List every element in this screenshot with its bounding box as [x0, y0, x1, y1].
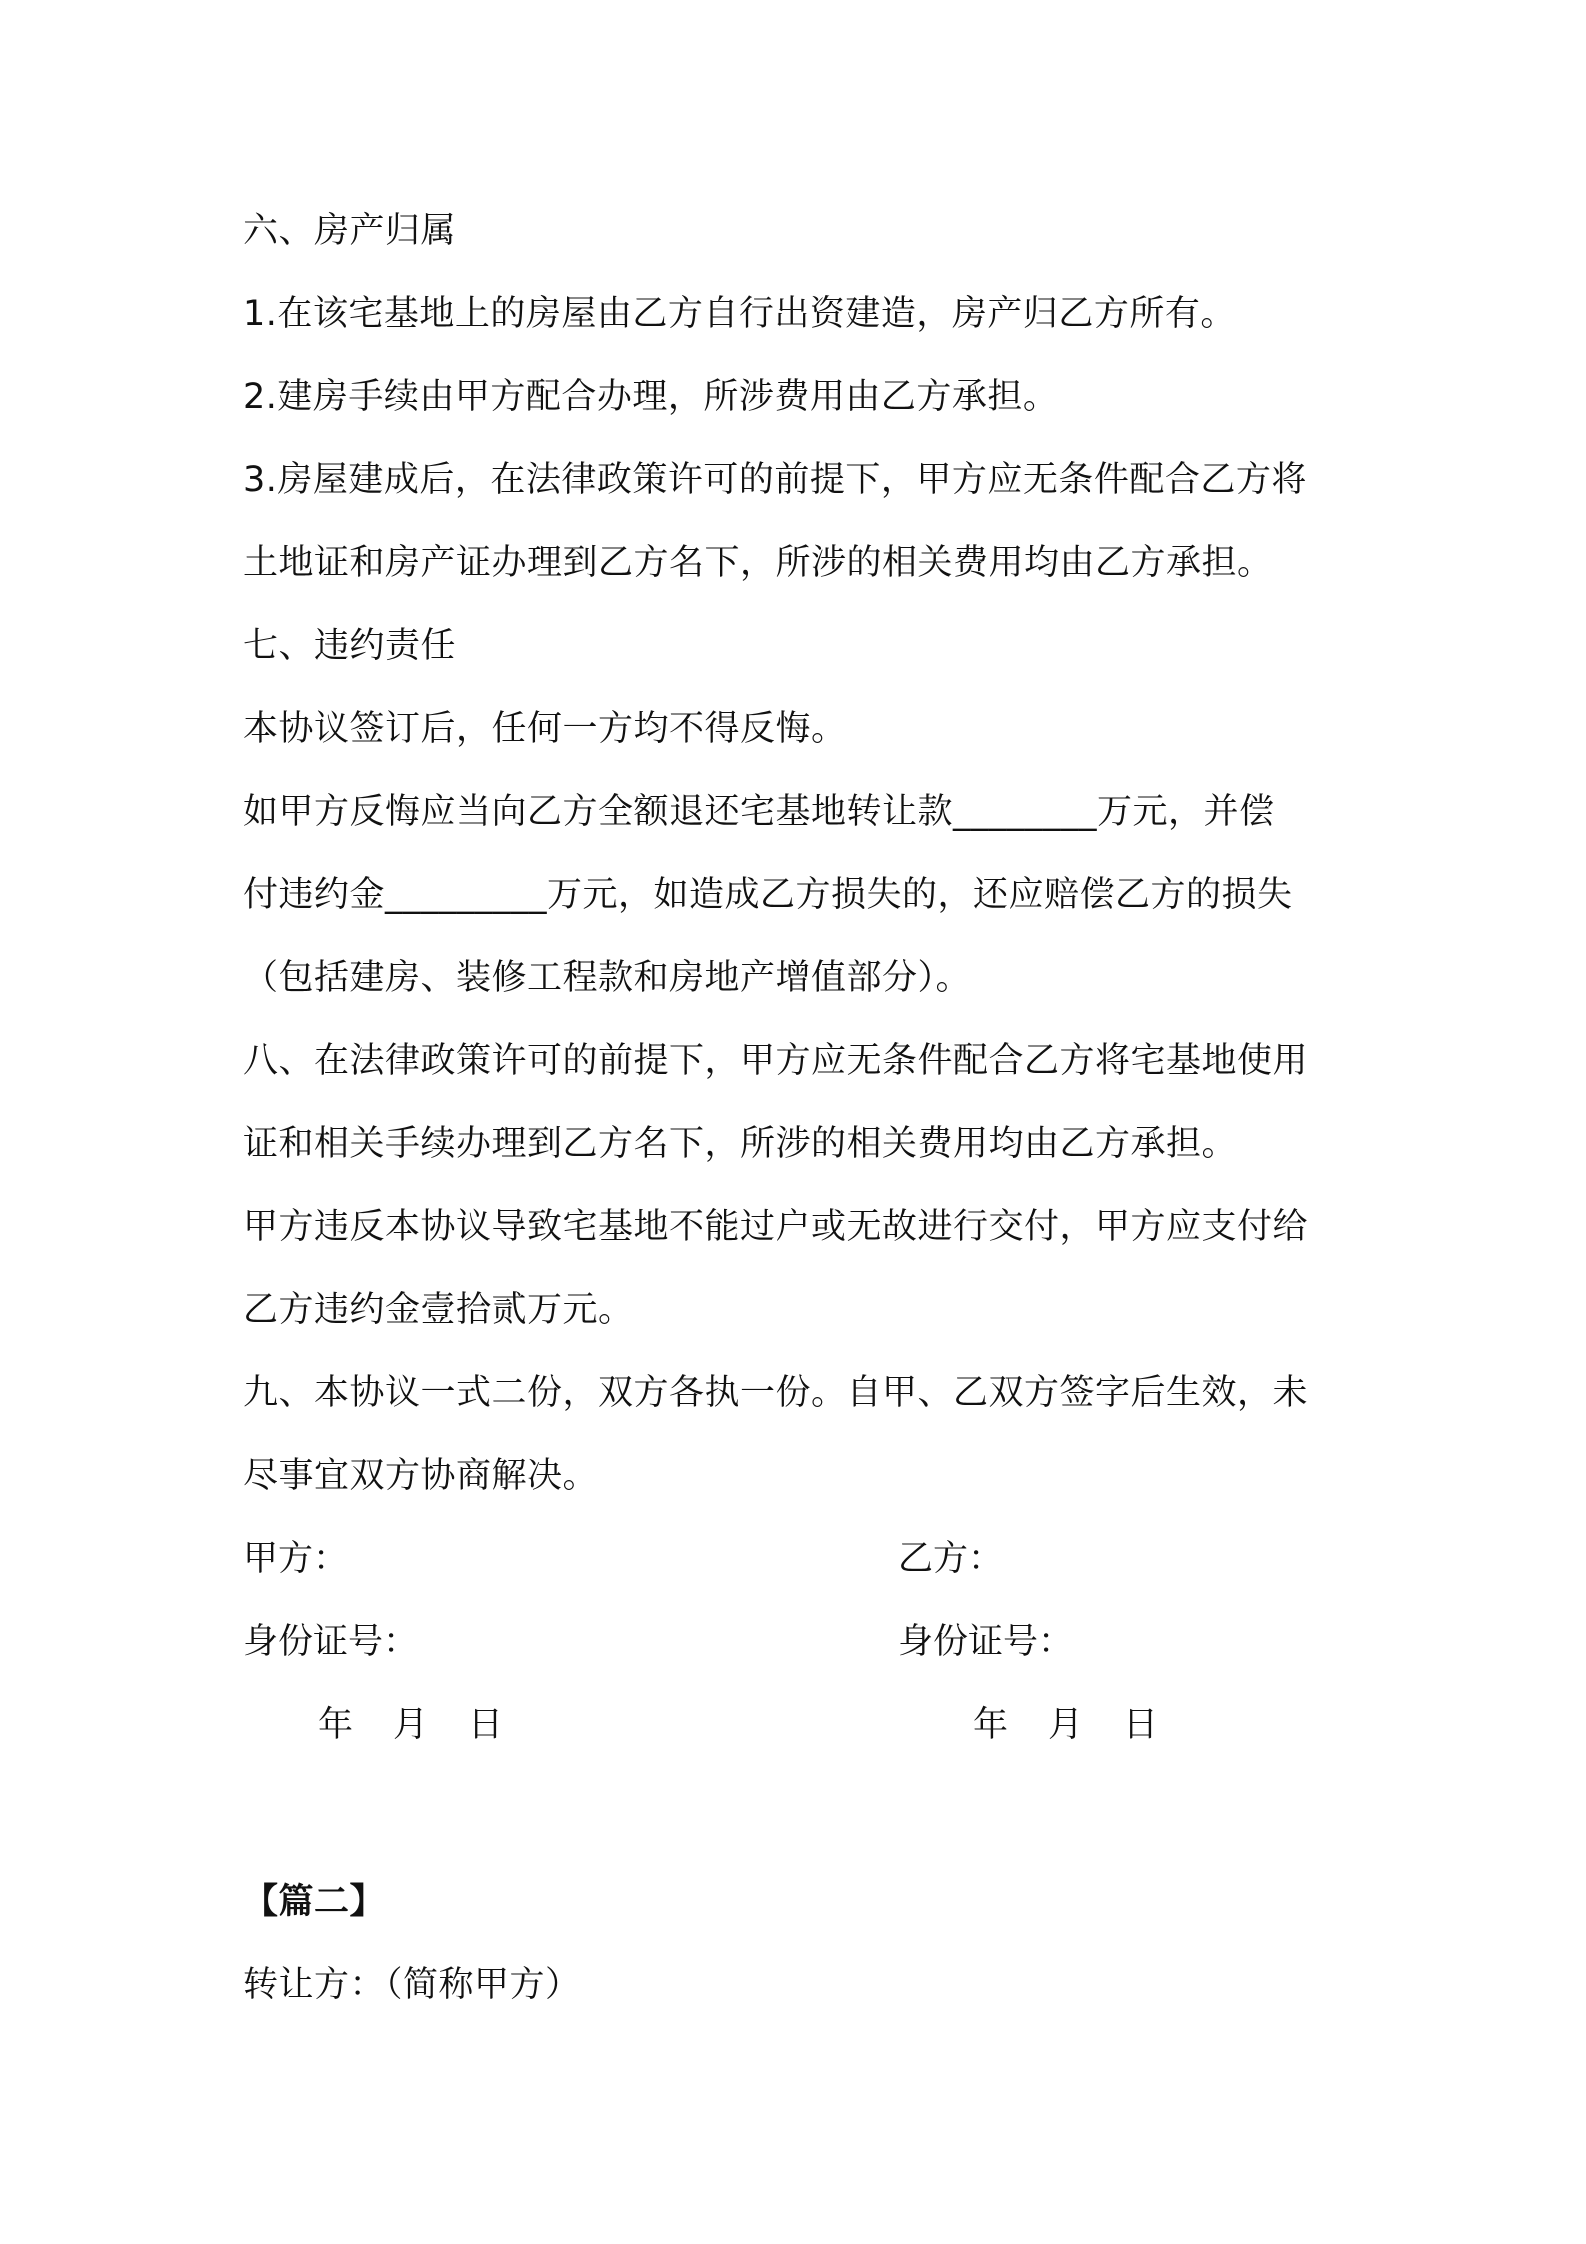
party-b-label: 乙方：	[898, 1539, 1004, 1579]
party-a-label: 甲方：	[243, 1539, 349, 1579]
section-6-heading: 六、房产归属	[243, 211, 457, 251]
party-a-id-label: 身份证号：	[243, 1622, 419, 1662]
section-6-clause-1: 1.在该宅基地上的房屋由乙方自行出资建造，房产归乙方所有。	[243, 294, 1236, 334]
party-a-date-month: 月	[393, 1705, 429, 1745]
section-6-clause-3-line-1: 3.房屋建成后，在法律政策许可的前提下，甲方应无条件配合乙方将	[243, 460, 1307, 500]
section-7-paragraph-2-line-3: （包括建房、装修工程款和房地产增值部分）。	[243, 958, 972, 998]
section-6-clause-3-line-2: 土地证和房产证办理到乙方名下，所涉的相关费用均由乙方承担。	[243, 543, 1273, 583]
section-6-clause-2: 2.建房手续由甲方配合办理，所涉费用由乙方承担。	[243, 377, 1059, 417]
section-9-line-2: 尽事宜双方协商解决。	[243, 1456, 599, 1496]
party-b-date-month: 月	[1048, 1705, 1084, 1745]
party-b-id-label: 身份证号：	[898, 1622, 1074, 1662]
section-7-paragraph-1: 本协议签订后，任何一方均不得反悔。	[243, 709, 847, 749]
party-b-date-day: 日	[1123, 1705, 1159, 1745]
section-8-paragraph-2-line-2: 乙方违约金壹拾贰万元。	[243, 1290, 634, 1330]
section-7-paragraph-2-line-1: 如甲方反悔应当向乙方全额退还宅基地转让款________万元，并偿	[243, 792, 1275, 832]
section-7-heading: 七、违约责任	[243, 626, 457, 666]
section-8-paragraph-2-line-1: 甲方违反本协议导致宅基地不能过户或无故进行交付，甲方应支付给	[243, 1207, 1309, 1247]
transferor-label: 转让方：（简称甲方）	[243, 1965, 581, 2005]
party-b-date-year: 年	[973, 1705, 1009, 1745]
section-9-line-1: 九、本协议一式二份，双方各执一份。自甲、乙双方签字后生效，未	[243, 1373, 1309, 1413]
part-two-heading: 【篇二】	[243, 1882, 386, 1922]
section-7-paragraph-2-line-2: 付违约金_________万元，如造成乙方损失的，还应赔偿乙方的损失	[243, 875, 1293, 915]
section-8-line-2: 证和相关手续办理到乙方名下，所涉的相关费用均由乙方承担。	[243, 1124, 1238, 1164]
section-8-line-1: 八、在法律政策许可的前提下，甲方应无条件配合乙方将宅基地使用	[243, 1041, 1309, 1081]
party-a-date-day: 日	[468, 1705, 504, 1745]
party-a-date-year: 年	[318, 1705, 354, 1745]
